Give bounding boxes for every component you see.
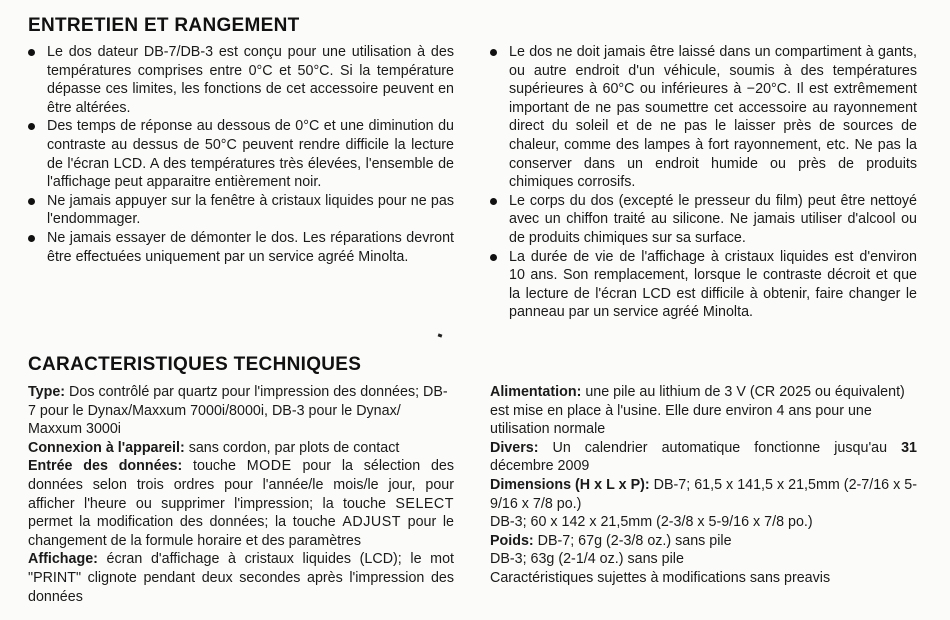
spec-dimensions: Dimensions (H x L x P): DB-7; 61,5 x 141,5 x 21,5mm (2-7/16 x 5-9/16 x 7/8 po.) (490, 476, 917, 512)
spec-affichage: Affichage: écran d'affichage à cristaux liquides (LCD); le mot "PRINT" clignote pendant deux secondes après l'impression des données (28, 551, 454, 605)
bullet-dot-icon (28, 198, 35, 205)
bullet-text: Des temps de réponse au dessous de 0°C et une diminution du contraste au dessus de 50°C peuvent rendre difficile la lecture de l'écran LCD. A des températures très élevées, l'ensemble de l'affichage peut apparaitre entièrement noir. (47, 118, 454, 191)
bullet-text: Le dos dateur DB-7/DB-3 est conçu pour une utilisation à des températures comprises entre 0°C et 50°C. Si la température dépasse ces limites, les fonctions de cet accessoire peuvent en être altérées. (47, 44, 454, 116)
section-title-caracteristiques: CARACTERISTIQUES TECHNIQUES (28, 354, 362, 375)
bullet-text: La durée de vie de l'affichage à cristaux liquides est d'environ 10 ans. Son remplacement, lorsque le contraste décroit et que la lecture de l'écran LCD est difficile à obtenir, faire changer le panneau par un service agréé Minolta. (509, 248, 917, 321)
select-key: SELECT (395, 495, 454, 512)
bullet-text: Ne jamais essayer de démonter le dos. Les réparations devront être effectuées uniquement par un service agréé Minolta. (47, 229, 454, 265)
left-bullet-item (28, 229, 454, 266)
spec-alimentation: Alimentation: une pile au lithium de 3 V (CR 2025 ou équivalent) est mise en place à l'usine. Elle dure environ 4 ans pour une utilisation normale (490, 384, 905, 438)
mode-key: MODE (246, 458, 292, 475)
bullet-dot-icon (490, 254, 497, 261)
spec-note: Caractéristiques sujettes à modifications sans preavis (490, 569, 831, 586)
spec-divers: Divers: Un calendrier automatique fonctionne jusqu'au 31 décembre 2009 (490, 439, 917, 475)
bullet-dot-icon (28, 123, 35, 130)
left-bullet-list (28, 43, 454, 266)
specs-right-column (490, 383, 917, 588)
bullet-dot-icon (28, 49, 35, 56)
right-bullet-list (490, 43, 917, 322)
left-bullet-item (28, 192, 454, 229)
spec-poids-db3: DB-3; 63g (2-1/4 oz.) sans pile (490, 551, 684, 568)
specs-left-column (28, 383, 454, 606)
bullet-text: Le corps du dos (excepté le presseur du film) peut être nettoyé avec un chiffon traité au silicone. Ne jamais utiliser d'alcool ou de produits chimiques sur sa surface. (509, 192, 917, 246)
entretien-right-column (490, 43, 917, 322)
spec-connexion: Connexion à l'appareil: sans cordon, par plots de contact (28, 439, 400, 456)
spec-poids: Poids: DB-7; 67g (2-3/8 oz.) sans pile (490, 532, 732, 549)
spec-dimensions-db3: DB-3; 60 x 142 x 21,5mm (2-3/8 x 5-9/16 x 7/8 po.) (490, 514, 813, 531)
bullet-text: Ne jamais appuyer sur la fenêtre à cristaux liquides pour ne pas l'endommager. (47, 192, 454, 228)
right-bullet-item (490, 192, 917, 248)
spec-type-label: Type: (28, 384, 66, 400)
bullet-dot-icon (490, 198, 497, 205)
bullet-text: Le dos ne doit jamais être laissé dans un compartiment à gants, ou autre endroit d'un véhicule, soumis à des températures supérieures à 60°C ou inférieures à −20°C. Il est extrêmement important de ne pas soumettre cet accessoire au rayonnement direct du soleil et de ne pas le laisser près de sources de chaleur, comme des lampes à fort rayonnement, etc. Ne pas la conserver dans un endroit humide ou près de produits chimiques corrosifs. (509, 44, 917, 191)
left-bullet-item (28, 117, 454, 191)
spec-entree: Entrée des données: touche MODE pour la sélection des données selon trois ordres pour l'année/le mois/le jour, pour afficher l'heure ou supprimer l'impression; la touche SELECT permet la modification des données; la touche ADJUST pour le changement de la formule horaire et des paramètres (28, 458, 455, 549)
right-bullet-item (490, 43, 917, 192)
spec-type: Type: Dos contrôlé par quartz pour l'impression des données; DB-7 pour le Dynax/Maxxum 7000i/8000i, DB-3 pour le Dynax/ Maxxum 3000i (28, 384, 448, 438)
left-bullet-item (28, 43, 454, 117)
bullet-dot-icon (28, 235, 35, 242)
ink-speck (438, 333, 443, 337)
adjust-key: ADJUST (342, 514, 401, 531)
entretien-left-column (28, 43, 454, 266)
section-title-entretien: ENTRETIEN ET RANGEMENT (28, 15, 300, 36)
bullet-dot-icon (490, 49, 497, 56)
right-bullet-item (490, 248, 917, 322)
